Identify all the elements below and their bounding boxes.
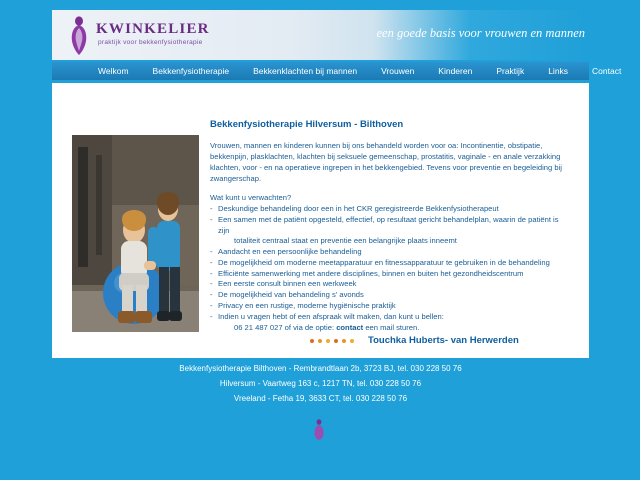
site-header <box>52 10 589 60</box>
list-item: - De mogelijkheid om moderne meetapparatuur en fitnessapparatuur te gebruiken in de behandeling <box>210 258 570 269</box>
therapist-with-patient-on-exercise-ball-photo <box>72 135 199 332</box>
expectations-list <box>210 204 570 333</box>
main-navigation <box>52 62 622 80</box>
header-tagline: een goede basis voor vrouwen en mannen <box>376 26 585 40</box>
content-panel <box>52 83 589 358</box>
nav-item-vrouwen[interactable]: Vrouwen <box>381 66 415 76</box>
dot-icon <box>310 339 314 343</box>
contact-link[interactable]: contact <box>336 322 364 332</box>
logo-name: KWINKELIER <box>96 21 210 37</box>
footer-line-hilversum: Hilversum - Vaartweg 163 c, 1217 TN, tel. 030 228 50 76 <box>219 378 422 388</box>
dot-icon <box>334 339 338 343</box>
phone-line <box>210 323 570 334</box>
article-body <box>210 119 570 333</box>
decorative-dots-and-signature <box>310 335 519 346</box>
list-item: - Een samen met de patiënt opgesteld, effectief, op resultaat gericht behandelplan, waarin de patiënt is zijn <box>210 215 570 237</box>
phone-suffix: een mail sturen. <box>363 322 420 332</box>
page-title: Bekkenfysiotherapie Hilversum - Bilthoven <box>210 119 404 130</box>
logo-text <box>96 14 210 46</box>
nav-item-kinderen[interactable]: Kinderen <box>438 66 473 76</box>
violet-figure-logo-icon <box>66 14 92 56</box>
nav-item-praktijk[interactable]: Praktijk <box>496 66 525 76</box>
dot-icon <box>350 339 354 343</box>
footer-line-vreeland: Vreeland - Fetha 19, 3633 CT, tel. 030 228 50 76 <box>233 393 408 403</box>
footer-line-bilthoven: Bekkenfysiotherapie Bilthoven - Rembrandtlaan 2b, 3723 BJ, tel. 030 228 50 76 <box>179 364 462 373</box>
nav-item-welkom[interactable]: Welkom <box>98 66 129 76</box>
nav-item-bekkenklachten-bij-mannen[interactable]: Bekkenklachten bij mannen <box>253 66 358 76</box>
list-item: - Aandacht en een persoonlijke behandeling <box>210 247 570 258</box>
phone-prefix: 06 21 487 027 of via de optie: <box>234 322 337 332</box>
intro-paragraph: Vrouwen, mannen en kinderen kunnen bij ons behandeld worden voor oa: Incontinentie, obstipatie, bekkenpijn, plasklachten, klachten bij seksuele gemeenschap, prostatitis, vaginale - en anale verzakking klachten, voor - en na operatieve ingrepen in het bekkengebied. Tevens voor preventie en begeleiding bij zwangerschap. <box>210 141 562 183</box>
violet-figure-logo-icon <box>310 418 328 440</box>
nav-item-bekkenfysiotherapie[interactable]: Bekkenfysiotherapie <box>152 66 230 76</box>
nav-item-contact[interactable]: Contact <box>592 66 622 76</box>
dot-icon <box>342 339 346 343</box>
list-item: - Efficiënte samenwerking met andere disciplines, binnen en buiten het gezondheidscentrum <box>210 269 570 280</box>
logo-subtitle: praktijk voor bekkenfysiotherapie <box>98 39 203 46</box>
list-item: totaliteit centraal staat en preventie een belangrijke plaats inneemt <box>234 236 457 246</box>
site-footer <box>52 362 589 406</box>
list-item: - De mogelijkheid van behandeling s' avonds <box>210 290 570 301</box>
dot-icon <box>318 339 322 343</box>
signature-name: Touchka Huberts- van Herwerden <box>368 335 519 346</box>
dot-icon <box>326 339 330 343</box>
expectations-subhead: Wat kunt u verwachten? <box>210 193 292 202</box>
logo[interactable] <box>66 14 210 56</box>
list-item: - Privacy en een rustige, moderne hygiënische praktijk <box>210 301 570 312</box>
list-item: - Deskundige behandeling door een in het CKR geregistreerde Bekkenfysiotherapeut <box>210 204 570 215</box>
nav-item-links[interactable]: Links <box>548 66 569 76</box>
list-item: - Een eerste consult binnen een werkweek <box>210 279 570 290</box>
list-item: - Indien u vragen hebt of een afspraak wilt maken, dan kunt u bellen: <box>210 312 570 323</box>
